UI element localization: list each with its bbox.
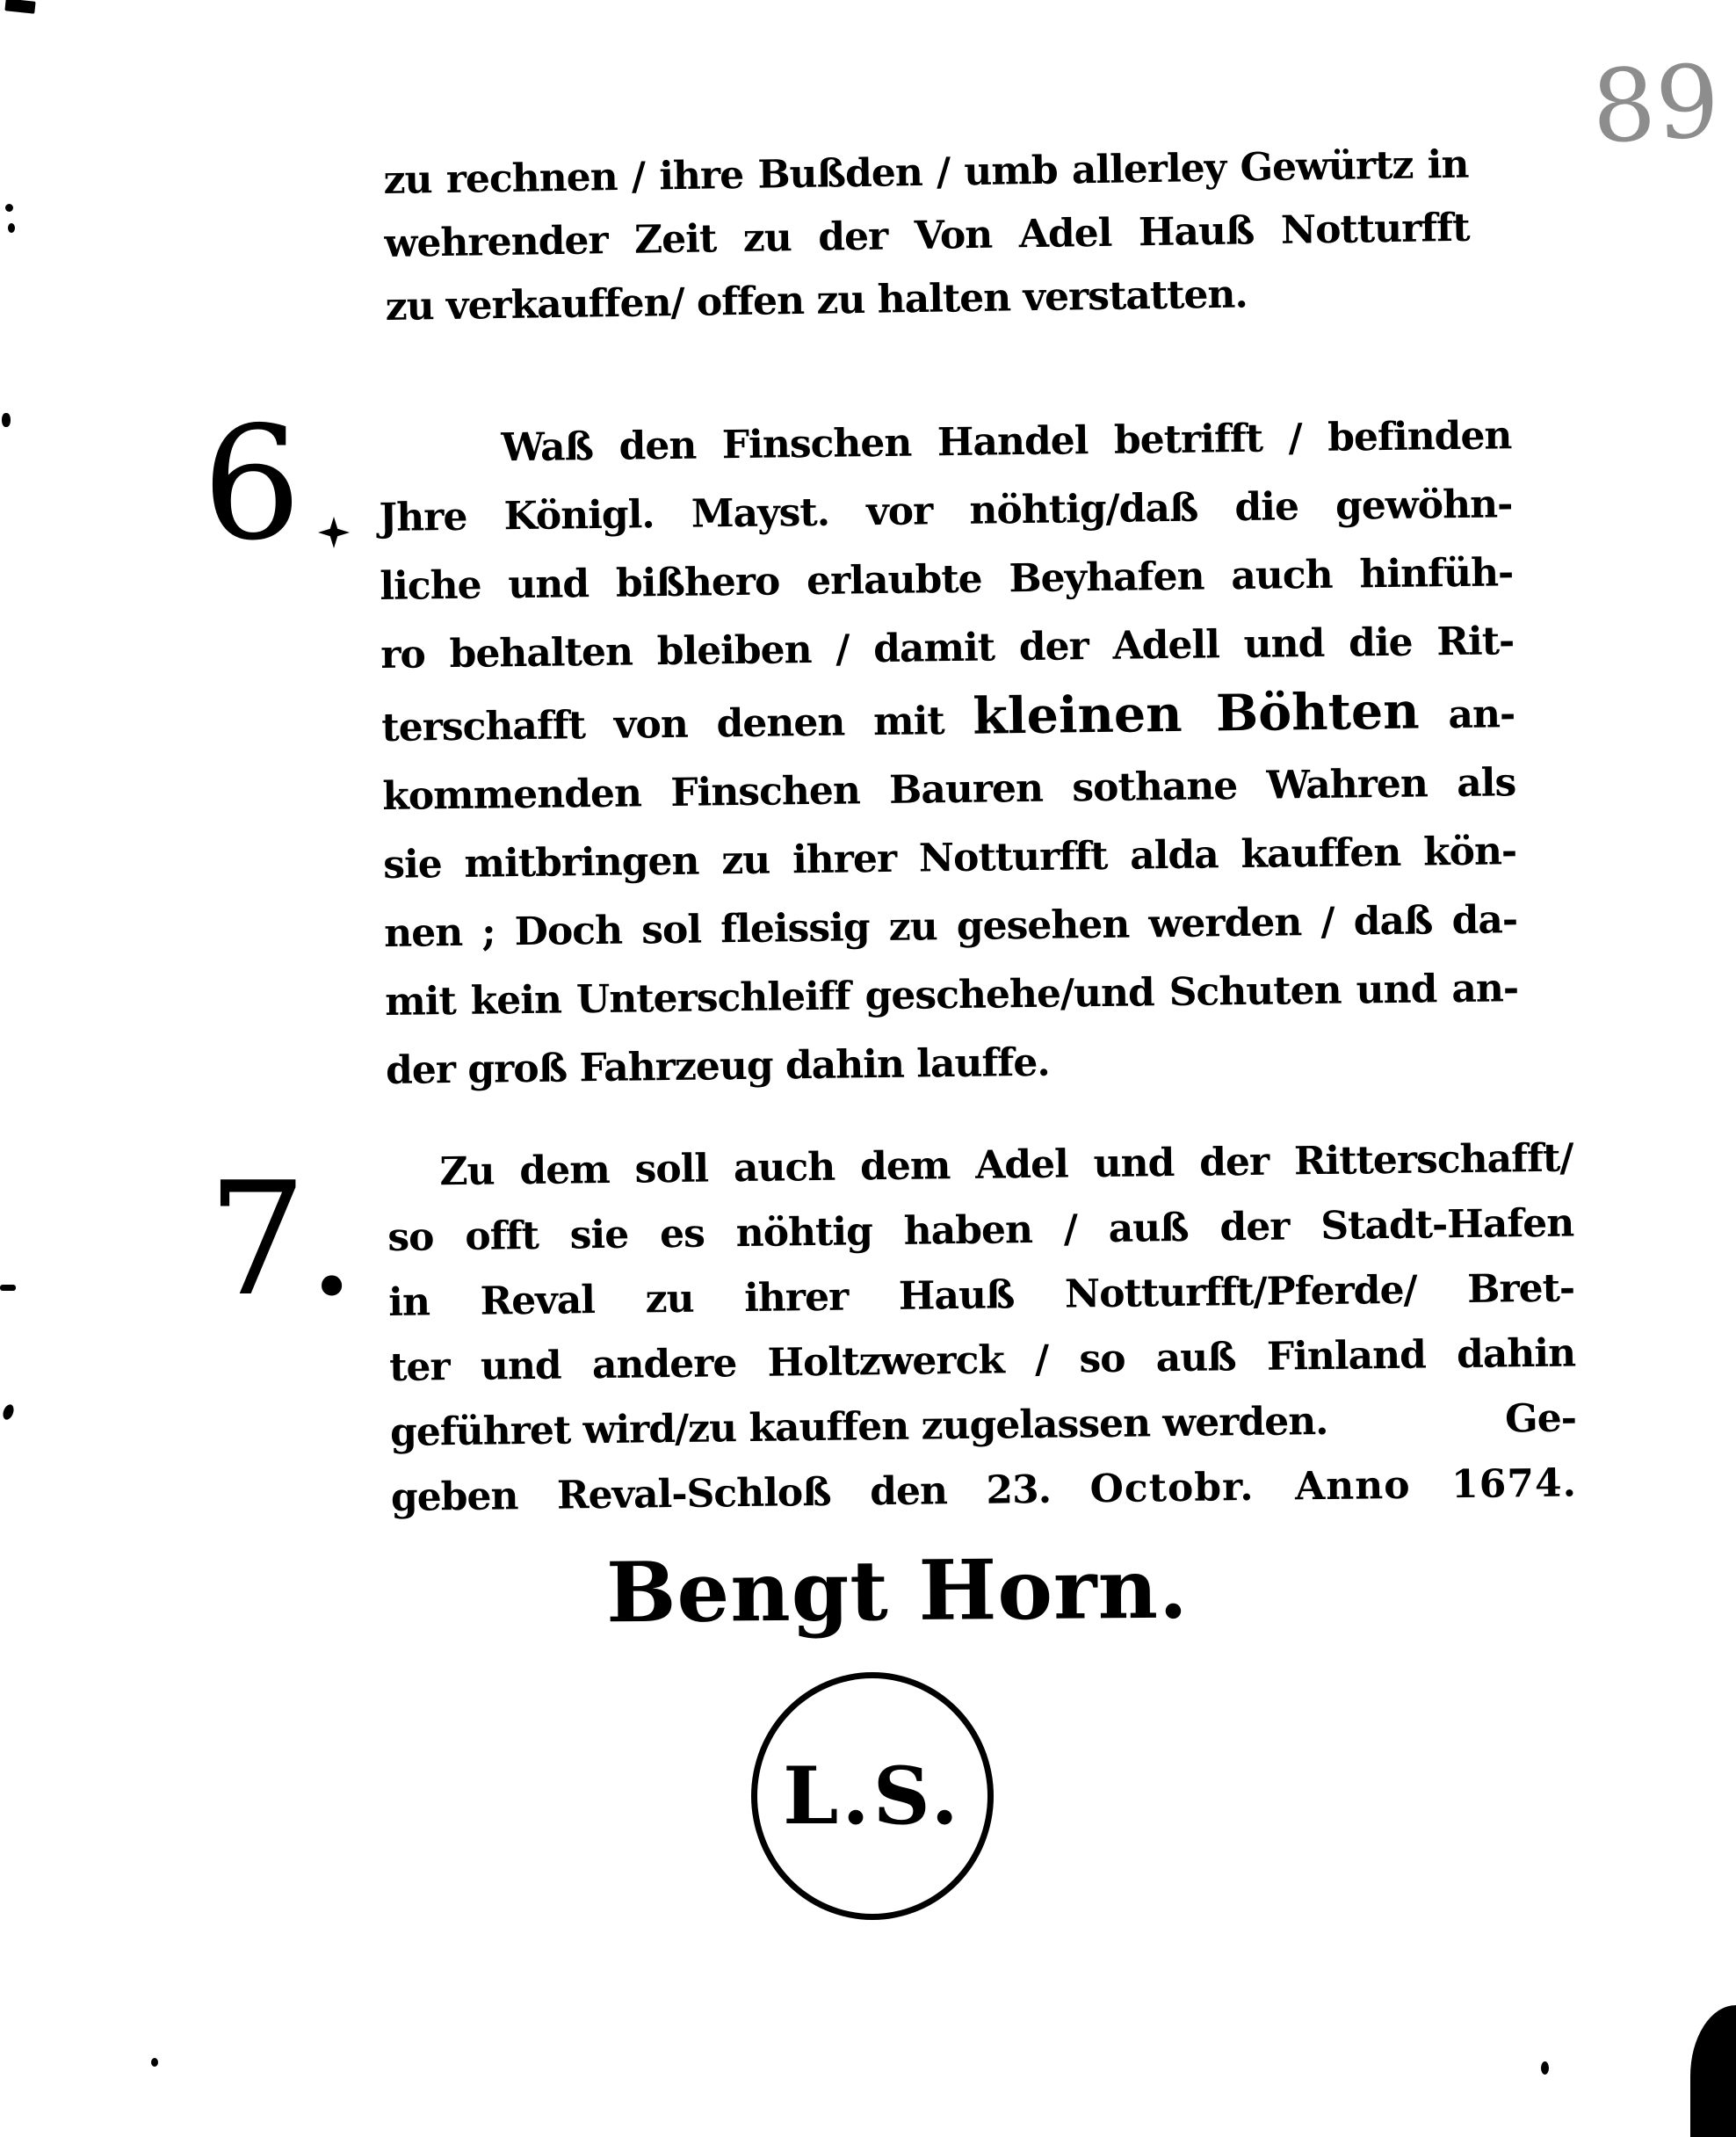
ink-speck xyxy=(1541,2061,1549,2075)
ink-speck xyxy=(0,1285,16,1291)
text-line: sie mitbringen zu ihrer Notturfft alda kauffen kön- xyxy=(382,829,1517,887)
text-segment-date: Octobr. Anno 1674. xyxy=(1089,1460,1578,1512)
text-line: so offt sie es nöhtig haben / auß der Stadt-Hafen xyxy=(387,1200,1574,1260)
text-line: mit kein Unterschleiff geschehe/und Schuten und an- xyxy=(384,966,1519,1025)
ink-speck xyxy=(2,413,11,427)
text-line: nen ; Doch sol fleissig zu gesehen werden / daß da- xyxy=(383,897,1518,956)
text-line xyxy=(381,676,1515,763)
text-line: liche und bißhero erlaubte Beyhafen auch hinfüh- xyxy=(380,550,1514,609)
ink-speck xyxy=(8,223,15,233)
paragraph-section-7 xyxy=(387,1126,1577,1531)
text-line: ro behalten bleiben / damit der Adell und die Rit- xyxy=(380,619,1515,677)
ink-blob xyxy=(1690,2005,1736,2137)
signature: Bengt Horn. xyxy=(605,1540,1189,1642)
text-segment: an- xyxy=(1419,692,1515,738)
text-segment: Ge- xyxy=(1504,1395,1577,1442)
text-line: zu rechnen / ihre Bußden / umb allerley Gewürtz in xyxy=(383,141,1469,203)
paragraph-intro xyxy=(383,134,1471,339)
text-line: Zu dem soll auch dem Adel und der Ritterschafft/ xyxy=(439,1135,1573,1195)
text-segment-emphasis: kleinen Böhten xyxy=(973,681,1421,746)
section-number-7: 7. xyxy=(207,1148,357,1330)
text-segment: geführet wird/zu kauffen zugelassen werden. xyxy=(389,1398,1328,1455)
four-pointed-star-icon xyxy=(318,517,350,548)
seal-circle xyxy=(751,1672,994,1920)
ink-speck xyxy=(1,1403,15,1422)
folio-number: 89 xyxy=(1588,42,1723,166)
text-line: der groß Fahrzeug dahin lauffe. xyxy=(385,1040,1050,1093)
text-line: Jhre Königl. Mayst. vor nöhtig/daß die gewöhn- xyxy=(379,482,1513,540)
ink-speck xyxy=(151,2058,158,2067)
ink-speck xyxy=(5,204,13,212)
text-segment: terschafft von denen mit xyxy=(381,698,973,750)
text-line: Waß den Finschen Handel betrifft / befinden xyxy=(501,413,1512,471)
text-line xyxy=(391,1451,1578,1530)
text-line: zu verkauffen/ offen zu halten verstatten. xyxy=(385,272,1248,330)
section-number-6: 6 xyxy=(202,393,302,575)
ink-speck xyxy=(4,0,35,14)
paragraph-section-6 xyxy=(378,402,1519,1105)
text-line: kommenden Finschen Bauren sothane Wahren als xyxy=(381,760,1516,819)
text-line: in Reval zu ihrer Hauß Notturfft/Pferde/ Bret- xyxy=(387,1265,1575,1325)
text-segment: geben Reval-Schloß den 23. xyxy=(390,1467,1090,1520)
seal-text: L.S. xyxy=(783,1749,962,1843)
text-line: wehrender Zeit zu der Von Adel Hauß Notturfft xyxy=(384,205,1470,266)
text-line: ter und andere Holtzwerck / so auß Finland dahin xyxy=(388,1330,1576,1390)
